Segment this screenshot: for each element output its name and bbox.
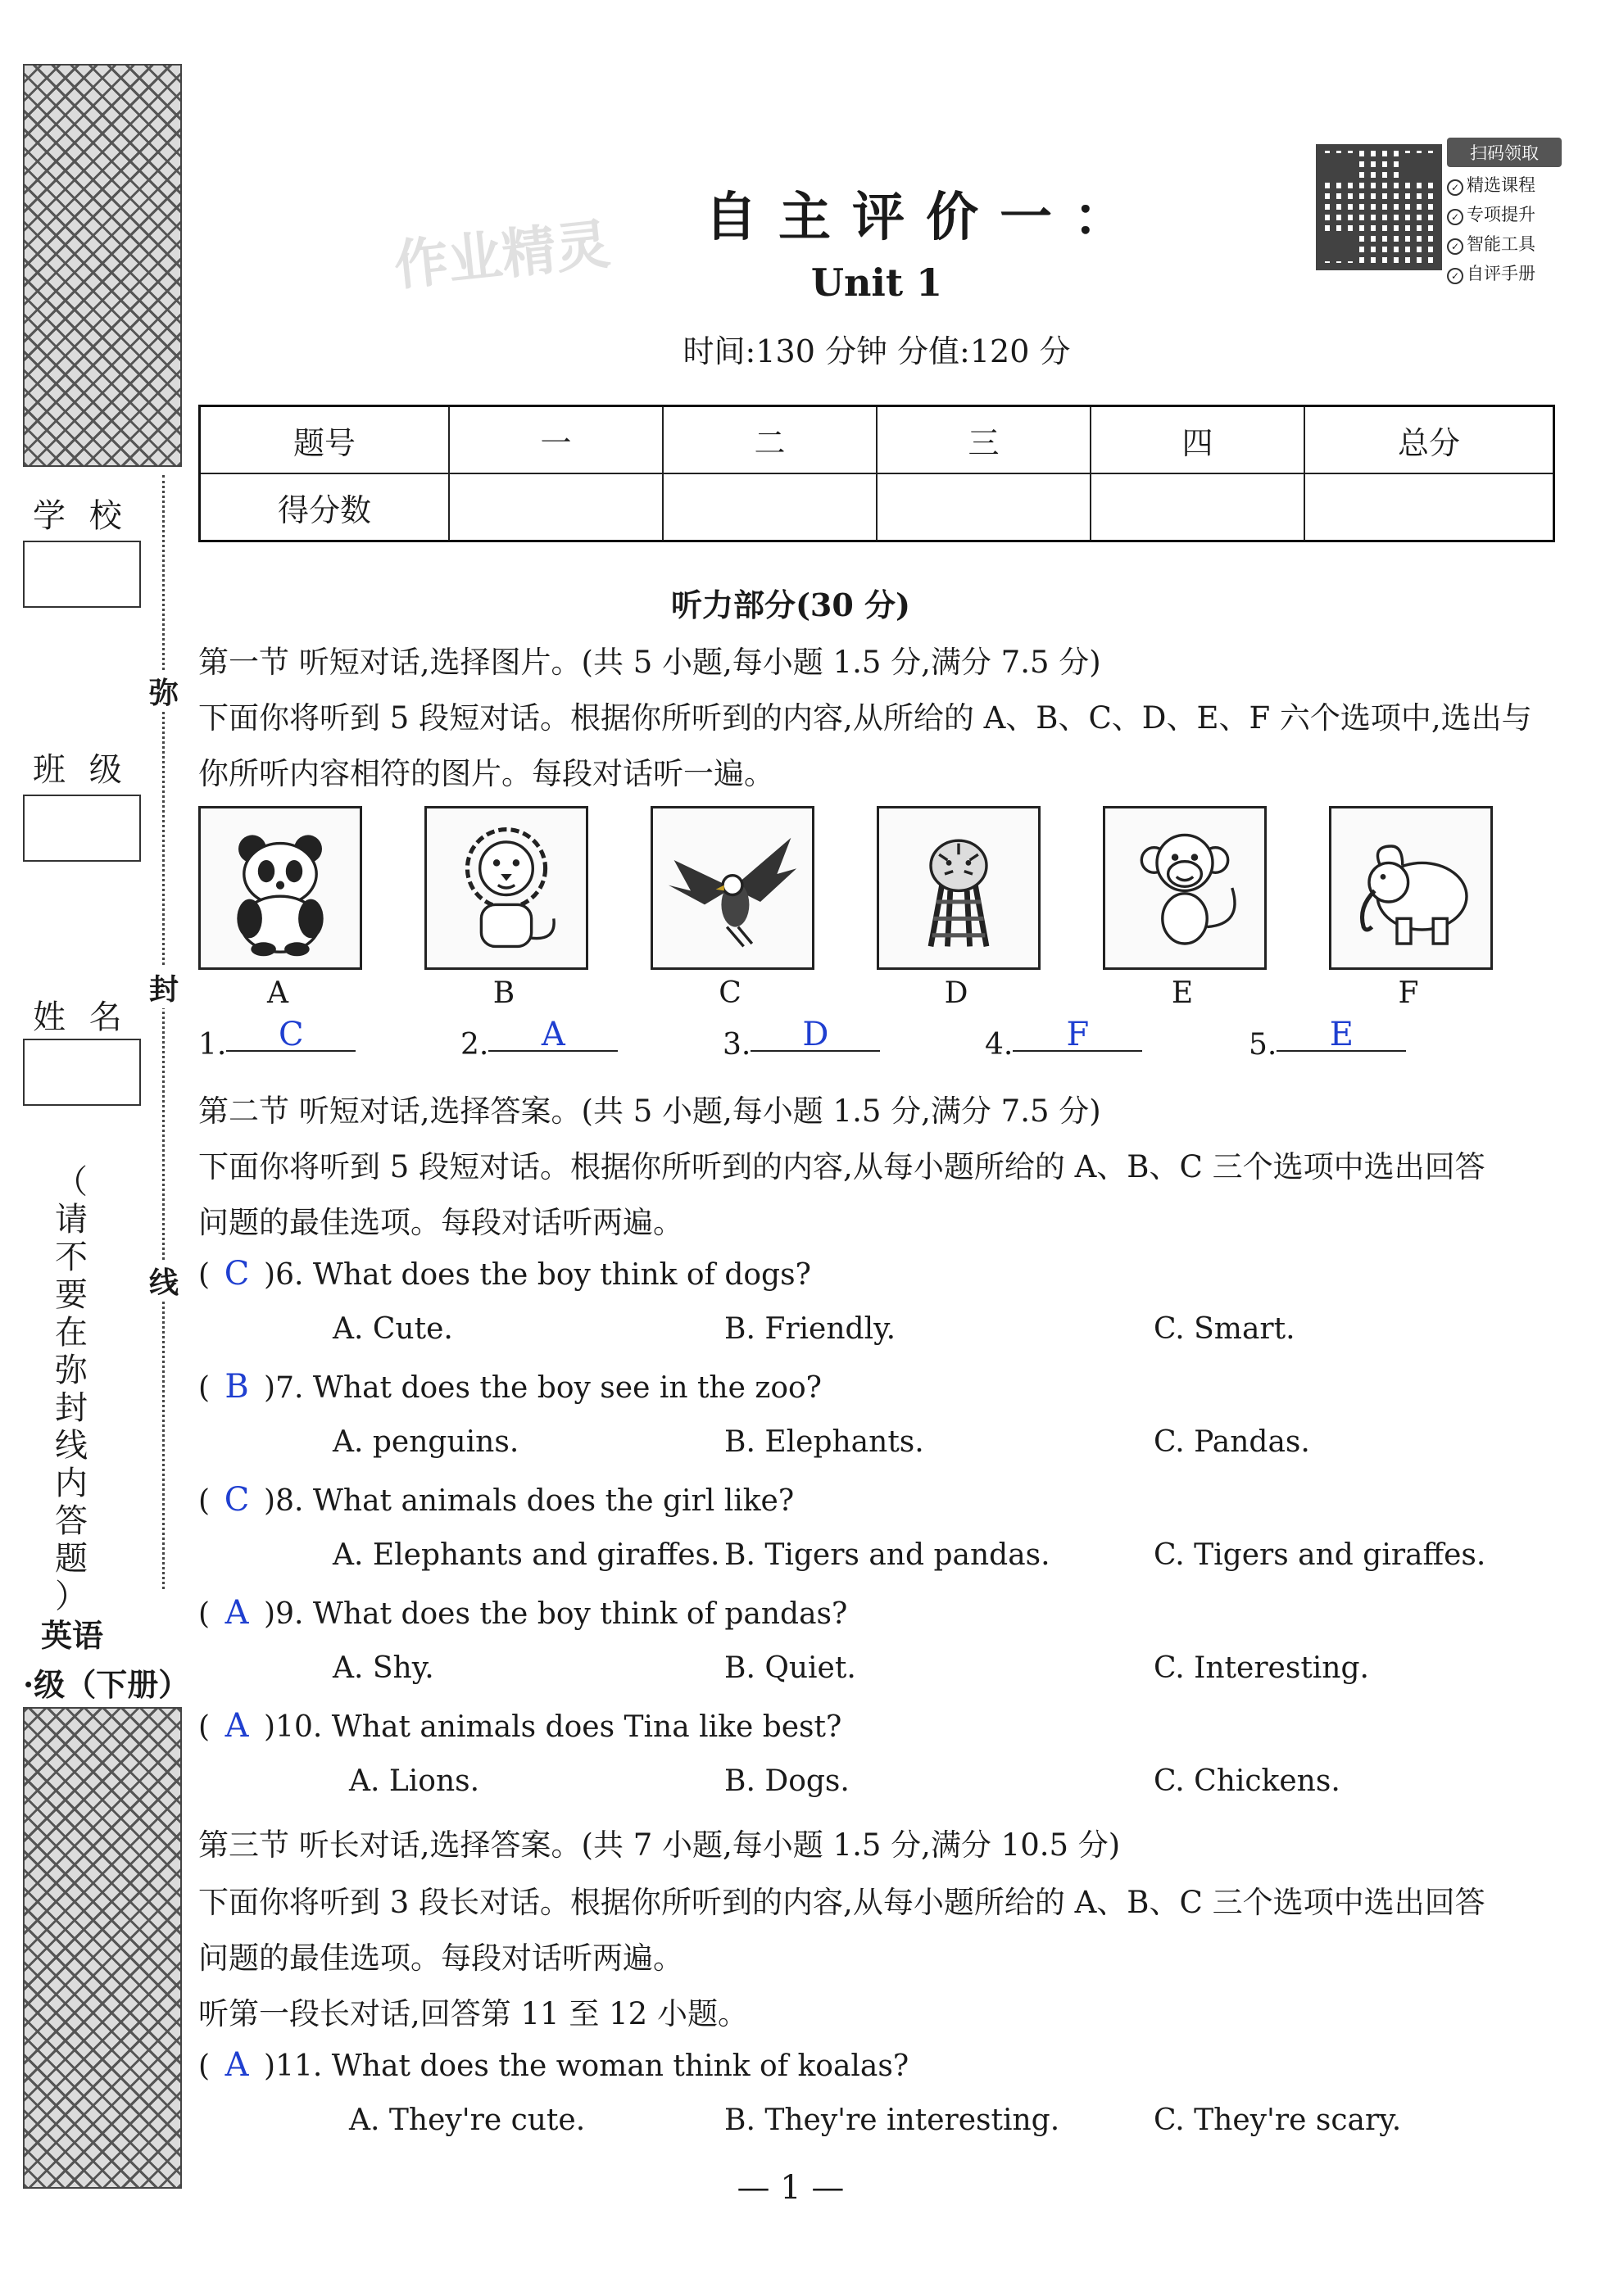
answer-mark[interactable]: C: [224, 1481, 250, 1519]
grade-label: ·级（下册）: [23, 1666, 190, 1703]
score-cell[interactable]: [663, 473, 877, 541]
watermark: 作业精灵: [391, 212, 613, 298]
picture-e: [1103, 806, 1267, 970]
class-label: 班 级: [33, 751, 129, 789]
score-row-label: 得分数: [200, 473, 450, 541]
score-table: [198, 405, 1555, 542]
option-8a: A. Elephants and giraffes.: [333, 1538, 720, 1572]
score-header-row: [200, 406, 1554, 474]
option-10a: A. Lions.: [349, 1764, 480, 1798]
option-9b: B. Quiet.: [724, 1651, 856, 1685]
picture-label-d: D: [944, 976, 968, 1010]
question-11: ( A )11. What does the woman think of koalas?: [198, 2046, 909, 2084]
section3-instruction-2: 问题的最佳选项。每段对话听两遍。: [198, 1941, 683, 1976]
picture-label-f: F: [1398, 976, 1419, 1010]
score-cell[interactable]: [1091, 473, 1304, 541]
answer-mark[interactable]: A: [224, 1594, 249, 1632]
seal-char-2: 封: [149, 967, 179, 1008]
subject-label: 英语: [41, 1617, 104, 1654]
picture-f: [1329, 806, 1493, 970]
unit-title: Unit 1: [810, 260, 943, 305]
option-10c: C. Chickens.: [1154, 1764, 1340, 1798]
tiger-icon: [889, 818, 1028, 958]
option-8b: B. Tigers and pandas.: [724, 1538, 1050, 1572]
question-6: ( C )6. What does the boy think of dogs?: [198, 1255, 811, 1293]
time-info: 时间:130 分钟 分值:120 分: [683, 333, 1071, 369]
answer-blank[interactable]: C: [226, 1016, 356, 1052]
option-7c: C. Pandas.: [1154, 1425, 1310, 1459]
qr-item-3: ✓ 智能工具: [1447, 231, 1562, 256]
section3-title: 第三节 听长对话,选择答案。(共 7 小题,每小题 1.5 分,满分 10.5 分): [198, 1827, 1121, 1863]
score-cell[interactable]: [449, 473, 663, 541]
page-title: 自主评价一：: [705, 187, 1147, 248]
answer-mark[interactable]: A: [224, 2046, 249, 2084]
lion-icon: [437, 818, 576, 958]
elephant-icon: [1341, 818, 1481, 958]
section1-instruction-1: 下面你将听到 5 段短对话。根据你所听到的内容,从所给的 A、B、C、D、E、F 六个选项中,选出与: [198, 700, 1532, 736]
section1-title: 第一节 听短对话,选择图片。(共 5 小题,每小题 1.5 分,满分 7.5 分): [198, 645, 1101, 680]
picture-b: [424, 806, 588, 970]
question-7: ( B )7. What does the boy see in the zoo?: [198, 1368, 822, 1406]
picture-label-b: B: [492, 976, 515, 1010]
blank-4: 4. F: [985, 1026, 1142, 1062]
check-circle-icon: ✓: [1447, 179, 1463, 196]
listening-heading: 听力部分(30 分): [670, 586, 911, 623]
name-field[interactable]: [23, 1039, 141, 1106]
section3-instruction-1: 下面你将听到 3 段长对话。根据你所听到的内容,从每小题所给的 A、B、C 三个选项中选出回答: [198, 1885, 1485, 1920]
blank-5: 5. E: [1249, 1026, 1406, 1062]
answer-blank[interactable]: D: [751, 1016, 880, 1052]
score-header-cell: 三: [877, 406, 1091, 474]
qr-item-2: ✓ 专项提升: [1447, 202, 1562, 226]
section3-sub: 听第一段长对话,回答第 11 至 12 小题。: [198, 1996, 748, 2031]
qr-code[interactable]: [1316, 144, 1442, 270]
answer-mark[interactable]: A: [224, 1707, 249, 1745]
score-header-cell: 题号: [200, 406, 450, 474]
class-field[interactable]: [23, 795, 141, 862]
check-circle-icon: ✓: [1447, 268, 1463, 284]
seal-dotted-line: [162, 475, 165, 1589]
picture-c: [651, 806, 814, 970]
answer-blank[interactable]: A: [488, 1016, 618, 1052]
question-10: ( A )10. What animals does Tina like best?: [198, 1707, 842, 1745]
option-6c: C. Smart.: [1154, 1312, 1295, 1346]
answer-blank[interactable]: F: [1013, 1016, 1142, 1052]
picture-label-a: A: [267, 976, 288, 1010]
picture-d: [877, 806, 1041, 970]
answer-blank[interactable]: E: [1277, 1016, 1406, 1052]
score-cell[interactable]: [1304, 473, 1554, 541]
score-cell[interactable]: [877, 473, 1091, 541]
seal-char-1: 弥: [149, 670, 179, 712]
option-11c: C. They're scary.: [1154, 2104, 1402, 2137]
section1-instruction-2: 你所听内容相符的图片。每段对话听一遍。: [198, 756, 774, 791]
option-7b: B. Elephants.: [724, 1425, 924, 1459]
seal-char-3: 线: [149, 1260, 179, 1302]
picture-label-c: C: [719, 976, 742, 1010]
answer-mark[interactable]: C: [224, 1255, 250, 1293]
section2-title: 第二节 听短对话,选择答案。(共 5 小题,每小题 1.5 分,满分 7.5 分): [198, 1094, 1101, 1129]
picture-a: [198, 806, 362, 970]
option-8c: C. Tigers and giraffes.: [1154, 1538, 1486, 1572]
binding-pattern-bottom: [23, 1707, 182, 2189]
page-number: — 1 —: [737, 2169, 845, 2207]
qr-tag: 扫码领取: [1447, 138, 1562, 167]
score-row: [200, 473, 1554, 541]
score-header-cell: 四: [1091, 406, 1304, 474]
blank-2: 2. A: [460, 1026, 618, 1062]
option-11b: B. They're interesting.: [724, 2104, 1060, 2137]
name-label: 姓 名: [33, 999, 129, 1036]
binding-note: （ 请 不 要 在 弥 封 线 内 答 题 ）: [55, 1163, 88, 1615]
option-7a: A. penguins.: [333, 1425, 519, 1459]
question-8: ( C )8. What animals does the girl like?: [198, 1481, 795, 1519]
answer-mark[interactable]: B: [224, 1368, 249, 1406]
question-9: ( A )9. What does the boy think of pandas?: [198, 1594, 848, 1632]
score-header-cell: 二: [663, 406, 877, 474]
option-6a: A. Cute.: [333, 1312, 453, 1346]
section2-instruction-2: 问题的最佳选项。每段对话听两遍。: [198, 1205, 683, 1240]
blank-1: 1. C: [198, 1026, 356, 1062]
school-label: 学 校: [33, 497, 129, 535]
eagle-icon: [663, 818, 802, 958]
picture-label-e: E: [1171, 976, 1194, 1010]
section2-instruction-1: 下面你将听到 5 段短对话。根据你所听到的内容,从每小题所给的 A、B、C 三个选项中选出回答: [198, 1149, 1485, 1184]
check-circle-icon: ✓: [1447, 209, 1463, 225]
option-6b: B. Friendly.: [724, 1312, 896, 1346]
score-header-cell: 总分: [1304, 406, 1554, 474]
option-9c: C. Interesting.: [1154, 1651, 1369, 1685]
qr-item-4: ✓ 自评手册: [1447, 260, 1562, 285]
score-header-cell: 一: [449, 406, 663, 474]
panda-icon: [211, 818, 350, 958]
qr-item-1: ✓ 精选课程: [1447, 172, 1562, 197]
blank-3: 3. D: [723, 1026, 880, 1062]
monkey-icon: [1115, 818, 1254, 958]
check-circle-icon: ✓: [1447, 238, 1463, 255]
option-9a: A. Shy.: [333, 1651, 434, 1685]
option-11a: A. They're cute.: [349, 2104, 586, 2137]
option-10b: B. Dogs.: [724, 1764, 850, 1798]
